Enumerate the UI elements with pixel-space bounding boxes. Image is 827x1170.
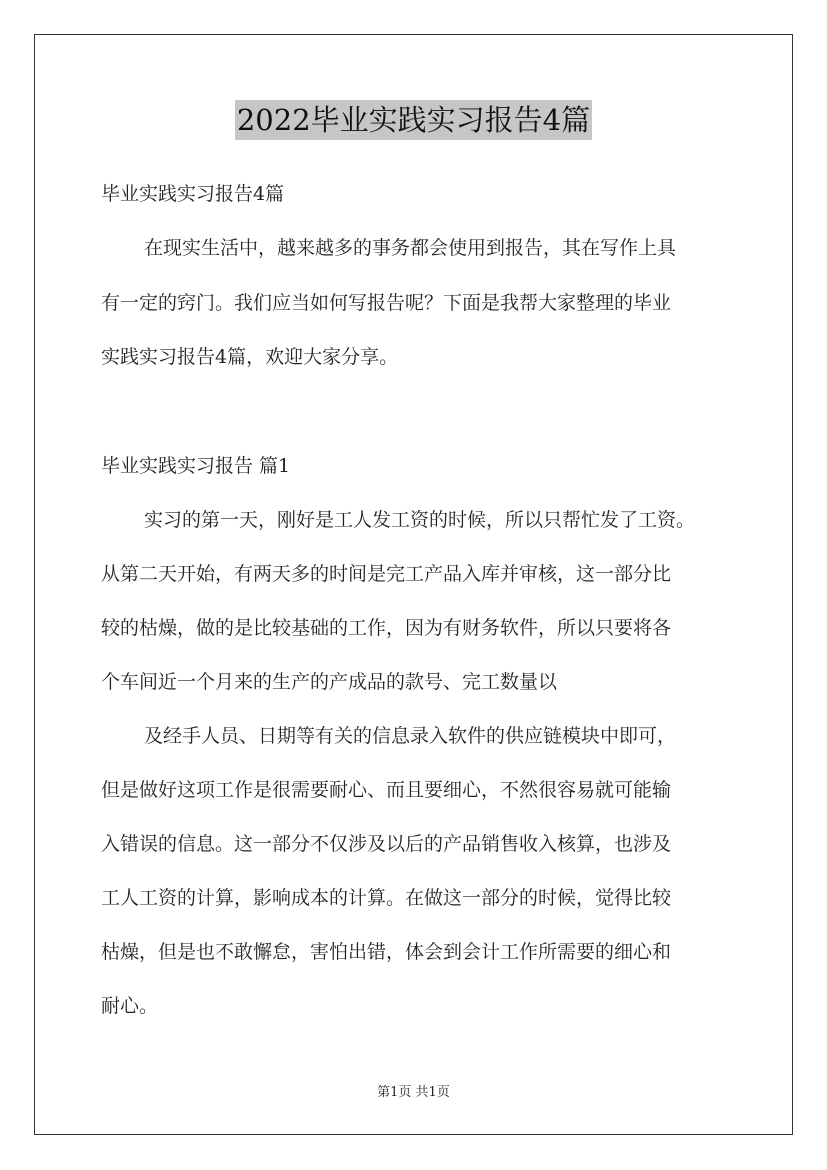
paragraph2-line-4: 工人工资的计算，影响成本的计算。在做这一部分的时候，觉得比较 xyxy=(101,887,672,909)
section-heading: 毕业实践实习报告 篇1 xyxy=(101,455,291,477)
document-title-text: 2022毕业实践实习报告4篇 xyxy=(235,100,592,140)
page-footer: 第1页 共1页 xyxy=(377,1085,450,1100)
paragraph1-line-4: 个车间近一个月来的生产的产成品的款号、完工数量以 xyxy=(101,671,558,693)
paragraph2-line-6: 耐心。 xyxy=(101,995,159,1017)
document-subtitle: 毕业实践实习报告4篇 xyxy=(101,183,285,205)
paragraph2-line-3: 入错误的信息。这一部分不仅涉及以后的产品销售收入核算，也涉及 xyxy=(101,833,672,855)
intro-line-3: 实践实习报告4篇，欢迎大家分享。 xyxy=(101,346,399,368)
paragraph1-line-3: 较的枯燥，做的是比较基础的工作，因为有财务软件，所以只要将各 xyxy=(101,617,672,639)
intro-line-2: 有一定的窍门。我们应当如何写报告呢？下面是我帮大家整理的毕业 xyxy=(101,292,672,314)
intro-line-1: 在现实生活中，越来越多的事务都会使用到报告，其在写作上具 xyxy=(144,237,677,259)
paragraph2-line-1: 及经手人员、日期等有关的信息录入软件的供应链模块中即可， xyxy=(144,725,677,747)
paragraph1-line-2: 从第二天开始，有两天多的时间是完工产品入库并审核，这一部分比 xyxy=(101,563,672,585)
document-title xyxy=(0,100,827,140)
paragraph2-line-5: 枯燥，但是也不敢懈怠，害怕出错，体会到会计工作所需要的细心和 xyxy=(101,941,672,963)
paragraph2-line-2: 但是做好这项工作是很需要耐心、而且要细心，不然很容易就可能输 xyxy=(101,779,672,801)
paragraph1-line-1: 实习的第一天，刚好是工人发工资的时候，所以只帮忙发了工资。 xyxy=(144,509,696,531)
